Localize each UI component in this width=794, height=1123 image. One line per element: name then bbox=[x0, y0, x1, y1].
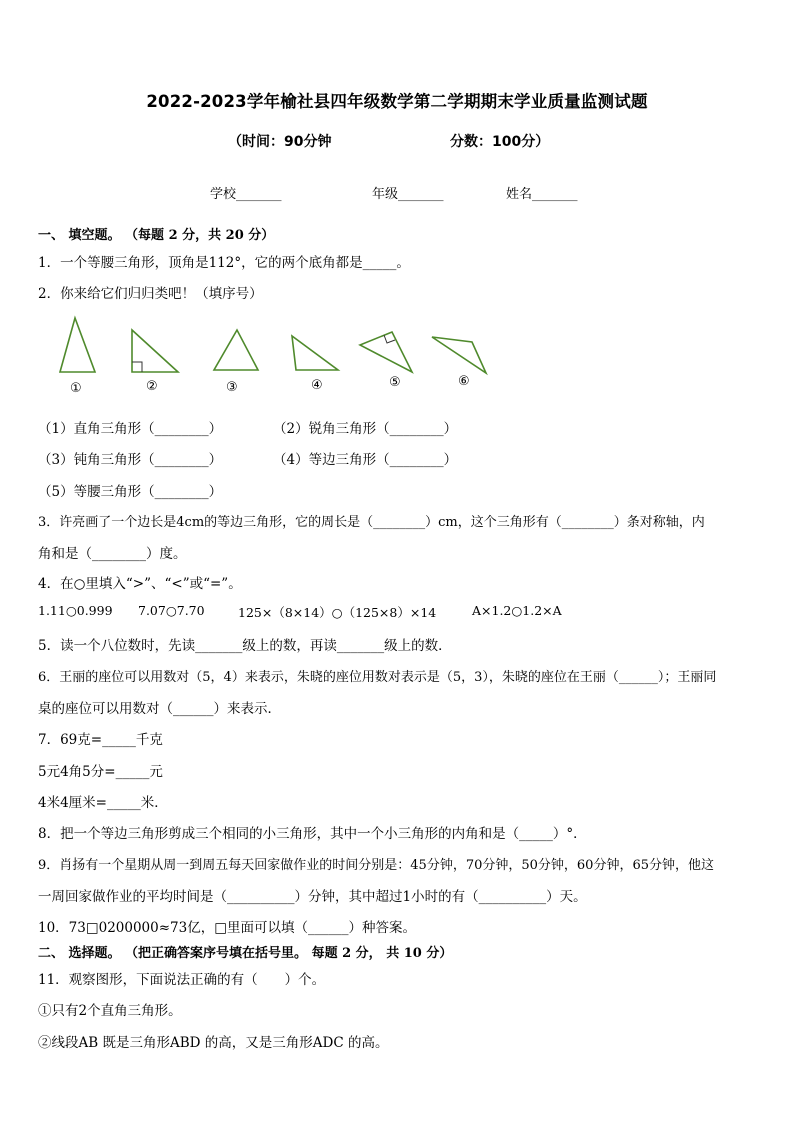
q2-item-1: （1）直角三角形（________） bbox=[38, 421, 223, 437]
triangle-6-shape bbox=[432, 337, 486, 373]
triangle-2-right-angle-mark bbox=[132, 362, 142, 372]
q11-option-2: ②线段AB 既是三角形ABD 的高，又是三角形ADC 的高。 bbox=[38, 1035, 389, 1051]
question-5: 5．读一个八位数时，先读_______级上的数，再读_______级上的数． bbox=[38, 638, 452, 654]
triangle-3-shape bbox=[214, 330, 258, 370]
question-11: 11．观察图形，下面说法正确的有（ ）个。 bbox=[38, 972, 326, 988]
q2-item-3: （3）钝角三角形（________） bbox=[38, 452, 223, 468]
question-7-line1: 7．69克=_____千克 bbox=[38, 732, 163, 748]
q4-item-3: 125×（8×14）○（125×8）×14 bbox=[238, 605, 437, 620]
triangle-5-shape bbox=[360, 332, 412, 372]
section2-heading: 二、 选择题。 （把正确答案序号填在括号里。 每题 2 分， 共 10 分） bbox=[38, 946, 453, 961]
question-3-line1: 3．许亮画了一个边长是4cm的等边三角形，它的周长是（________）cm，这个三角形有（________）条对称轴，内 bbox=[38, 515, 705, 530]
question-10: 10．73□0200000≈73亿，□里面可以填（______）种答案。 bbox=[38, 920, 416, 936]
triangles-svg bbox=[40, 310, 510, 405]
triangle-2-shape bbox=[132, 330, 178, 372]
exam-score: 分数：100分） bbox=[450, 134, 550, 150]
triangle-6-label: ⑥ bbox=[458, 374, 470, 389]
question-8: 8．把一个等边三角形剪成三个相同的小三角形，其中一个小三角形的内角和是（_____）°． bbox=[38, 826, 587, 842]
q2-item-4: （4）等边三角形（________） bbox=[273, 452, 458, 468]
q11-option-1: ①只有2个直角三角形。 bbox=[38, 1003, 182, 1019]
triangle-1-label: ① bbox=[70, 381, 82, 396]
triangle-4-label: ④ bbox=[311, 378, 323, 393]
exam-time: （时间：90分钟 bbox=[228, 134, 332, 150]
question-9-line1: 9．肖扬有一个星期从周一到周五每天回家做作业的时间分别是：45分钟，70分钟，50分钟，60分钟，65分钟，他这 bbox=[38, 858, 714, 873]
triangles-figure bbox=[40, 310, 510, 405]
triangle-1-shape bbox=[60, 318, 95, 372]
question-9-line2: 一周回家做作业的平均时间是（__________）分钟，其中超过1小时的有（__________）天。 bbox=[38, 889, 587, 905]
triangle-5-label: ⑤ bbox=[389, 375, 401, 390]
question-3-line2: 角和是（________）度。 bbox=[38, 546, 187, 562]
triangle-4-shape bbox=[292, 336, 338, 370]
question-7-line3: 4米4厘米=_____米． bbox=[38, 795, 168, 811]
school-field: 学校_______ bbox=[210, 187, 282, 202]
question-2: 2．你来给它们归归类吧！（填序号） bbox=[38, 286, 263, 302]
q2-item-5: （5）等腰三角形（________） bbox=[38, 484, 223, 500]
q2-item-2: （2）锐角三角形（________） bbox=[273, 421, 458, 437]
q4-item-1: 1.11○0.999 bbox=[38, 603, 113, 618]
page-title: 2022-2023学年榆社县四年级数学第二学期期末学业质量监测试题 bbox=[146, 92, 648, 111]
section1-heading: 一、 填空题。 （每题 2 分，共 20 分） bbox=[38, 228, 275, 243]
q4-item-2: 7.07○7.70 bbox=[138, 603, 205, 618]
question-4: 4．在○里填入“>”、“<”或“=”。 bbox=[38, 576, 242, 592]
triangle-2-label: ② bbox=[146, 379, 158, 394]
question-6-line2: 桌的座位可以用数对（______）来表示． bbox=[38, 701, 281, 717]
triangle-3-label: ③ bbox=[226, 380, 238, 395]
name-field: 姓名_______ bbox=[506, 187, 578, 202]
question-6-line1: 6．王丽的座位可以用数对（5，4）来表示，朱晓的座位用数对表示是（5，3），朱晓的座位在王丽（______）；王丽同 bbox=[38, 670, 717, 685]
grade-field: 年级_______ bbox=[372, 187, 444, 202]
question-1: 1．一个等腰三角形，顶角是112°，它的两个底角都是_____。 bbox=[38, 255, 410, 271]
question-7-line2: 5元4角5分=_____元 bbox=[38, 764, 163, 780]
q4-item-4: A×1.2○1.2×A bbox=[472, 603, 562, 618]
